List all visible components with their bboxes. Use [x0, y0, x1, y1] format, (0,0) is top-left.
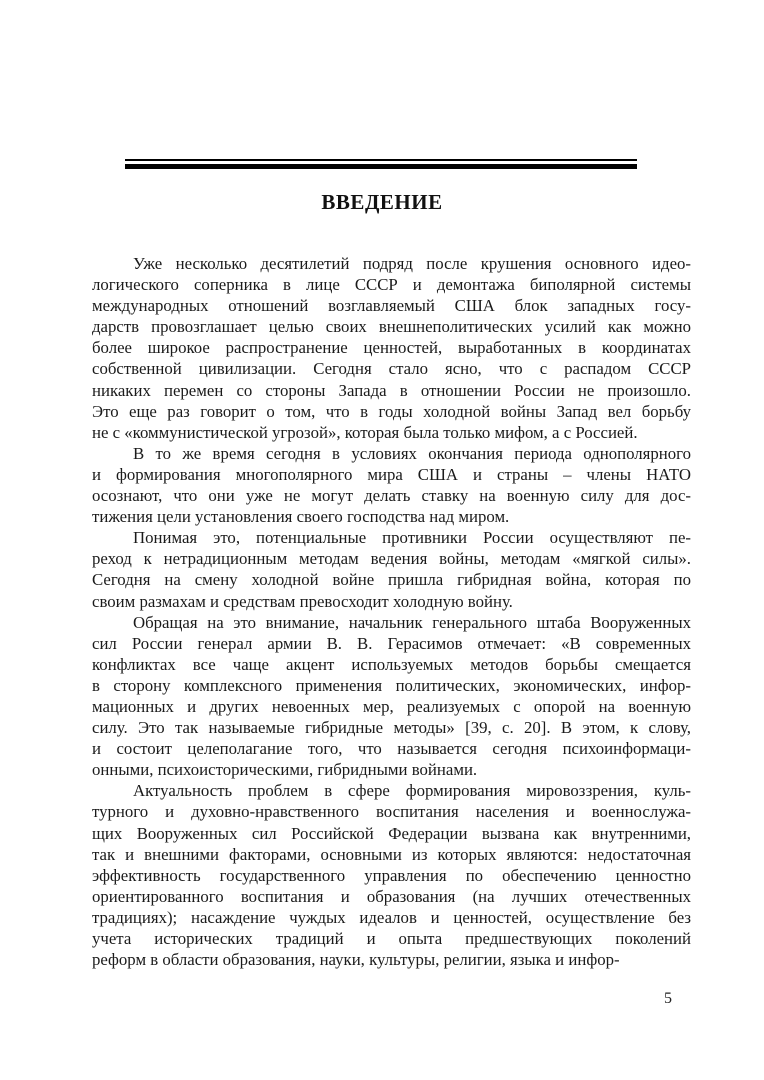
text-line: мационных и других невоенных мер, реализуемых с опорой на военную [92, 696, 691, 716]
text-line: эффективность государственного управления по обеспечению ценностно [92, 865, 691, 885]
paragraph [92, 612, 691, 781]
body-text [92, 253, 691, 970]
text-line: учета исторических традиций и опыта предшествующих поколений [92, 929, 691, 948]
text-line: Это еще раз говорит о том, что в годы холодной войны Запад вел борьбу [92, 401, 691, 421]
paragraph [92, 780, 691, 970]
text-line: более широкое распространение ценностей, выработанных в координатах [92, 338, 691, 358]
rule-thin-line [125, 159, 637, 161]
text-line: традициях); насаждение чуждых идеалов и ценностей, осуществление без [92, 907, 691, 927]
text-line: дарств провозглашает целью своих внешнеполитических усилий как можно [92, 317, 691, 337]
text-line: так и внешними факторами, основными из которых являются: недостаточная [92, 844, 691, 864]
rule-thick-line [125, 164, 637, 169]
text-line: турного и духовно-нравственного воспитания населения и военнослужа- [92, 802, 691, 822]
text-line: В то же время сегодня в условиях окончания периода однополярного [133, 443, 691, 463]
text-line: тижения цели установления своего господства над миром. [92, 507, 510, 527]
text-line: сил России генерал армии В. В. Герасимов отмечает: «В современных [92, 633, 691, 653]
text-line: конфликтах все чаще акцент используемых методов борьбы смещается [92, 654, 691, 674]
text-line: и формирования многополярного мира США и страны – члены НАТО [92, 464, 691, 484]
text-line: в сторону комплексного применения политических, экономических, инфор- [92, 675, 691, 695]
text-line: ориентированного воспитания и образования (на лучших отечественных [92, 886, 691, 906]
text-line: Обращая на это внимание, начальник генерального штаба Вооруженных [133, 612, 691, 632]
page-number: 5 [664, 990, 672, 1007]
paragraph [92, 253, 691, 443]
text-line: своим размахам и средствам превосходит холодную войну. [92, 591, 513, 611]
paragraph [92, 527, 691, 611]
text-line: реход к нетрадиционным методам ведения войны, методам «мягкой силы». [92, 549, 691, 569]
text-line: и состоит целеполагание того, что называется сегодня психоинформаци- [92, 739, 691, 759]
text-line: Актуальность проблем в сфере формирования мировоззрения, куль- [133, 781, 691, 801]
text-line: силу. Это так называемые гибридные методы» [39, с. 20]. В этом, к слову, [92, 718, 691, 738]
chapter-heading-rule [125, 159, 637, 169]
text-line: международных отношений возглавляемый США блок западных госу- [92, 296, 691, 316]
text-line: Понимая это, потенциальные противники России осуществляют пе- [133, 528, 691, 548]
text-line: никаких перемен со стороны Запада в отношении России не произошло. [92, 380, 691, 400]
text-line: реформ в области образования, науки, культуры, религии, языка и инфор- [92, 950, 620, 970]
text-line: Уже несколько десятилетий подряд после крушения основного идео- [133, 254, 691, 273]
text-line: щих Вооруженных сил Российской Федерации вызвана как внутренними, [92, 823, 691, 843]
paragraph [92, 443, 691, 527]
text-line: онными, психоисторическими, гибридными войнами. [92, 760, 478, 780]
text-line: собственной цивилизации. Сегодня стало ясно, что с распадом СССР [92, 359, 691, 379]
text-line: логического соперника в лице СССР и демонтажа биполярной системы [92, 275, 691, 295]
chapter-title: ВВЕДЕНИЕ [321, 190, 443, 214]
text-line: не с «коммунистической угрозой», которая была только мифом, а с Россией. [92, 422, 638, 442]
text-line: Сегодня на смену холодной войне пришла гибридная война, которая по [92, 570, 691, 590]
text-line: осознают, что они уже не могут делать ставку на военную силу для дос- [92, 486, 691, 506]
